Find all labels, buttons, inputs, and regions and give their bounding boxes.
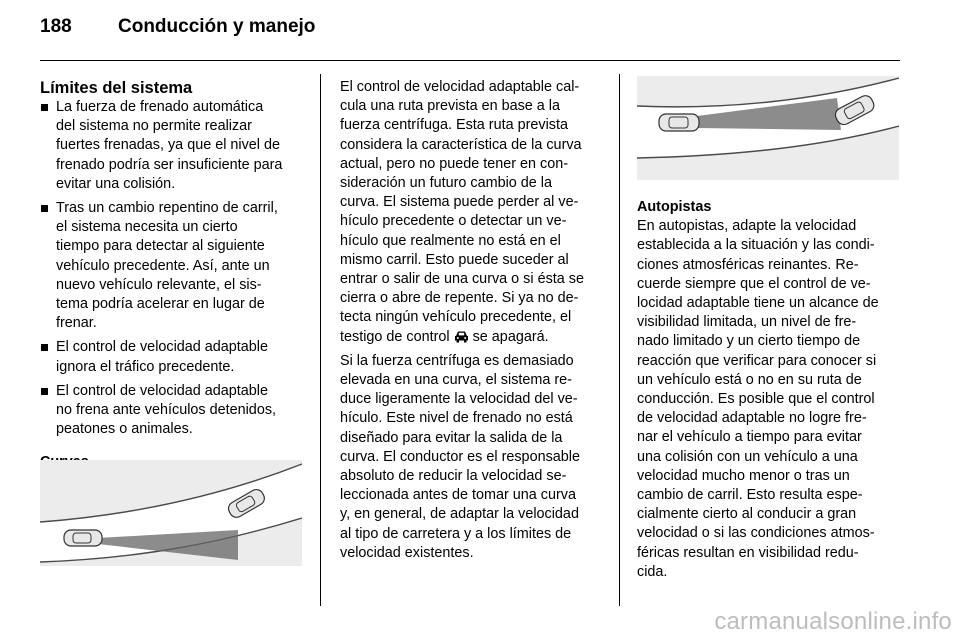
- text-line: cierra o abre de repente. Si ya no de-: [340, 290, 579, 307]
- text-line: En autopistas, adapte la velocidad: [637, 218, 857, 235]
- text-line: ignora el tráfico precedente.: [56, 358, 235, 375]
- highway-illustration: [637, 76, 899, 180]
- text-line: cambio de carril. Esto resulta espe-: [637, 487, 863, 504]
- text-line: locidad adaptable tiene un alcance de: [637, 295, 879, 312]
- text-line: frenar.: [56, 315, 97, 332]
- text-line: cuerde siempre que el control de ve-: [637, 275, 871, 292]
- text-line: velocidad existentes.: [340, 544, 474, 561]
- text-line: Si la fuerza centrífuga es demasiado: [340, 352, 574, 369]
- text-line: cida.: [637, 563, 668, 580]
- text-line: hículo precedente o detectar un ve-: [340, 213, 567, 230]
- text-line: nar el vehículo a tiempo para evitar: [637, 429, 862, 446]
- text-fragment: se apagará.: [472, 328, 549, 345]
- text-line: tiempo para detectar al siguiente: [56, 238, 265, 255]
- column-middle: [340, 78, 606, 568]
- column-divider: [619, 74, 620, 606]
- text-line: sideración un futuro cambio de la: [340, 175, 552, 192]
- car-icon: [659, 114, 699, 131]
- list-item: [40, 199, 306, 333]
- section-title: Límites del sistema: [40, 79, 193, 97]
- text-line: mismo carril. Esto puede suceder al: [340, 251, 569, 268]
- paragraph: [340, 78, 606, 347]
- text-line: ciones atmosféricas reinantes. Re-: [637, 256, 859, 273]
- system-limits-list: [40, 98, 306, 439]
- text-line: La fuerza de frenado automática: [56, 99, 264, 115]
- text-line: reacción que verificar para conocer si: [637, 352, 877, 369]
- text-line: fuerza centrífuga. Esta ruta prevista: [340, 117, 568, 134]
- column-divider: [320, 74, 321, 606]
- text-line: [340, 328, 606, 347]
- text-line: féricas resultan en visibilidad redu-: [637, 544, 859, 561]
- watermark: carmanualsonline.info: [714, 608, 952, 635]
- text-line: cula una ruta prevista en base a la: [340, 98, 560, 115]
- text-line: considera la característica de la curva: [340, 136, 582, 153]
- text-line: fuertes frenadas, ya que el nivel de: [56, 137, 280, 154]
- text-line: peatones o animales.: [56, 421, 193, 438]
- text-line: y, en general, de adaptar la velocidad: [340, 506, 579, 523]
- text-line: curva. El conductor es el responsable: [340, 448, 580, 465]
- text-line: el sistema necesita un cierto: [56, 219, 238, 236]
- paragraph: [637, 217, 903, 582]
- column-left: [40, 78, 306, 473]
- text-line: vehículo precedente. Así, ante un: [56, 257, 270, 274]
- text-line: del sistema no permite realizar: [56, 118, 252, 135]
- text-line: de velocidad adaptable no logre fre-: [637, 410, 867, 427]
- text-line: un vehículo está o no en su ruta de: [637, 371, 862, 388]
- text-line: entrar o salir de una curva o si ésta se: [340, 271, 584, 288]
- text-line: una colisión con un vehículo a una: [637, 448, 858, 465]
- page-header: [40, 10, 920, 50]
- highways-subtitle: Autopistas: [637, 199, 712, 215]
- text-line: duce ligeramente la velocidad del ve-: [340, 391, 578, 408]
- text-line: hículo. Este nivel de frenado no está: [340, 410, 573, 427]
- text-line: nuevo vehículo relevante, el sis-: [56, 276, 262, 293]
- text-line: no frena ante vehículos detenidos,: [56, 402, 277, 419]
- text-line: hículo que realmente no está en el: [340, 232, 561, 249]
- text-line: elevada en una curva, el sistema re-: [340, 372, 572, 389]
- column-right: [637, 198, 903, 587]
- chapter-title: Conducción y manejo: [118, 16, 316, 37]
- text-line: El control de velocidad adaptable: [56, 382, 269, 399]
- text-line: tecta ningún vehículo precedente, el: [340, 309, 572, 326]
- page-number: 188: [40, 16, 72, 37]
- list-item: [40, 338, 306, 376]
- list-item: [40, 382, 306, 440]
- paragraph: [340, 352, 606, 563]
- text-line: evitar una colisión.: [56, 175, 176, 192]
- curve-illustration: [40, 460, 302, 566]
- text-line: frenado podría ser insuficiente para: [56, 156, 283, 173]
- text-line: El control de velocidad adaptable: [56, 339, 269, 356]
- text-line: leccionada antes de tomar una curva: [340, 487, 576, 504]
- text-line: diseñado para evitar la salida de la: [340, 429, 563, 446]
- text-line: Tras un cambio repentino de carril,: [56, 200, 278, 217]
- text-fragment: testigo de control: [340, 328, 450, 345]
- text-line: tema podría acelerar en lugar de: [56, 296, 265, 313]
- list-item: [40, 98, 306, 194]
- text-line: El control de velocidad adaptable cal-: [340, 79, 580, 95]
- text-line: actual, pero no puede tener en con-: [340, 155, 569, 172]
- header-rule: [40, 60, 900, 61]
- text-line: curva. El sistema puede perder al ve-: [340, 194, 579, 211]
- text-line: velocidad mucho menor o tras un: [637, 467, 850, 484]
- text-line: absoluto de reducir la velocidad se-: [340, 468, 567, 485]
- text-line: velocidad o si las condiciones atmos-: [637, 525, 875, 542]
- vehicle-ahead-icon: [454, 330, 469, 343]
- text-line: establecida a la situación y las condi-: [637, 237, 875, 254]
- text-line: cialmente cierto al conducir a gran: [637, 506, 857, 523]
- text-line: visibilidad limitada, un nivel de fre-: [637, 314, 857, 331]
- car-icon: [64, 530, 102, 546]
- text-line: nado limitado y un cierto tiempo de: [637, 333, 861, 350]
- text-line: al tipo de carretera y a los límites de: [340, 525, 572, 542]
- text-line: conducción. Es posible que el control: [637, 391, 875, 408]
